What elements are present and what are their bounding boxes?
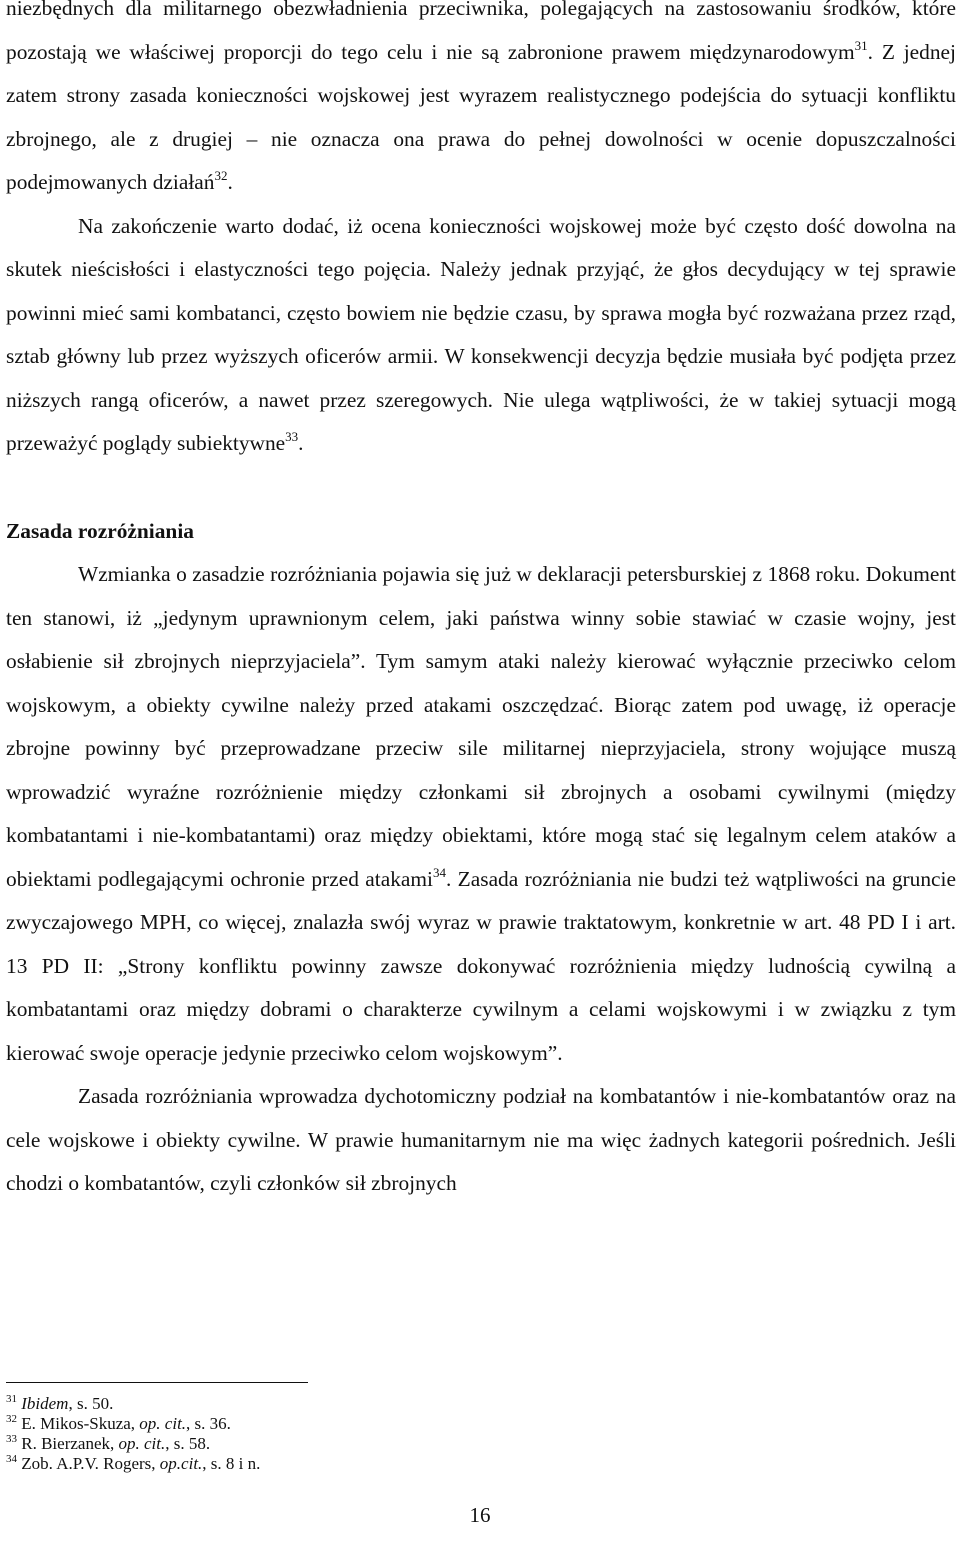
paragraph-distinction-principle xyxy=(6,553,956,1075)
paragraph-conclusion xyxy=(6,205,956,466)
footnote-text: , s. 8 i n. xyxy=(202,1454,261,1473)
paragraph-text: Zasada rozróżniania wprowadza dychotomiczny podział na kombatantów i nie-kombatantów oraz na cele wojskowe i obiekty cywilne. W prawie humanitarnym nie ma więc żadnych kategorii pośrednich. Jeśli chodzi o kombatantów, czyli członków sił zbrojnych xyxy=(6,1084,956,1195)
paragraph-text: Na zakończenie warto dodać, iż ocena konieczności wojskowej może być często dość dowolna na skutek nieścisłości i elastyczności tego pojęcia. Należy jednak przyjąć, że głos decydujący w tej sprawie powinni mieć sami kombatanci, często bowiem nie będzie czasu, by sprawa mogła być rozważana przez rząd, sztab główny lub przez wyższych oficerów armii. W konsekwencji decyzja będzie musiała być podjęta przez niższych rangą oficerów, a nawet przez szeregowych. Nie ulega wątpliwości, że w takiej sytuacji mogą przeważyć poglądy subiektywne xyxy=(6,213,956,455)
footnote-ref-31[interactable]: 31 xyxy=(854,37,868,53)
footnote-number: 31 xyxy=(6,1393,17,1405)
paragraph-text: niezbędnych dla militarnego obezwładnienia przeciwnika, polegających na zastosowaniu środków, które pozostają we właściwej proporcji do tego celu i nie są zabronione prawem międzynarodowym xyxy=(6,0,956,64)
section-heading: Zasada rozróżniania xyxy=(6,518,194,543)
paragraph-text: . Z jednej zatem strony zasada konieczności wojskowej jest wyrazem realistycznego podejścia do sytuacji konfliktu zbrojnego, ale z drugiej – nie oznacza ona prawa do pełnej dowolności w ocenie dopuszczalności podejmowanych działań xyxy=(6,39,956,194)
footnote-italic: Ibidem xyxy=(21,1394,69,1413)
paragraph-text: . Zasada rozróżniania nie budzi też wątpliwości na gruncie zwyczajowego MPH, co więcej, znalazła swój wyraz w prawie traktatowym, konkretnie w art. 48 PD I i art. 13 PD II: „Strony konfliktu powinny zawsze dokonywać rozróżnienia między ludnością cywilną a kombatantami oraz między dobrami o charakterze cywilnym a celami wojskowymi i w związku z tym kierować swoje operacje jedynie przeciwko celom wojskowym”. xyxy=(6,866,956,1065)
paragraph-text: . xyxy=(227,170,233,194)
paragraph-text: . xyxy=(298,431,304,455)
footnote-italic: op.cit. xyxy=(159,1454,203,1473)
footnote-italic: op. cit. xyxy=(139,1414,187,1433)
footnote-italic: op. cit. xyxy=(118,1434,166,1453)
footnote-ref-33[interactable]: 33 xyxy=(285,429,299,444)
footnote-ref-32[interactable]: 32 xyxy=(214,168,228,183)
paragraph-military-necessity-end xyxy=(6,0,956,205)
footnote-text: Zob. A.P.V. Rogers, xyxy=(21,1454,160,1473)
page-number: 16 xyxy=(469,1503,491,1527)
footnote-text: E. Mikos-Skuza, xyxy=(21,1414,140,1433)
paragraph-dichotomy xyxy=(6,1075,956,1206)
footnotes xyxy=(6,1394,260,1474)
footnote-33 xyxy=(6,1434,260,1454)
footnote-34 xyxy=(6,1454,260,1474)
footnote-32 xyxy=(6,1414,260,1434)
footnote-text: , s. 36. xyxy=(186,1414,231,1433)
footnote-text: , s. 58. xyxy=(165,1434,211,1453)
footnote-text: R. Bierzanek, xyxy=(21,1434,119,1453)
footnote-number: 34 xyxy=(6,1453,17,1465)
footnote-ref-34[interactable]: 34 xyxy=(432,864,446,880)
paragraph-text: Wzmianka o zasadzie rozróżniania pojawia się już w deklaracji petersburskiej z 1868 roku. Dokument ten stanowi, iż „jedynym uprawnionym celem, jaki państwa winny sobie stawiać w czasie wojny, jest osłabienie sił zbrojnych nieprzyjaciela”. Tym samym ataki należy kierować wyłącznie przeciwko celom wojskowym, a obiekty cywilne należy przed atakami oszczędzać. Biorąc zatem pod uwagę, iż operacje zbrojne powinny być przeprowadzane przeciw sile militarnej nieprzyjaciela, strony wojujące muszą wprowadzić wyraźne rozróżnienie między członkami sił zbrojnych a osobami cywilnymi (między kombatantami i nie-kombatantami) oraz między obiektami, które mogą stać się legalnym celem ataków a obiektami podlegającymi ochronie przed atakami xyxy=(6,562,956,891)
footnote-separator xyxy=(6,1382,308,1383)
footnote-text: , s. 50. xyxy=(68,1394,114,1413)
footnote-number: 33 xyxy=(6,1433,17,1445)
footnote-number: 32 xyxy=(6,1413,17,1425)
document-page xyxy=(6,0,956,1206)
footnote-31 xyxy=(6,1394,260,1414)
